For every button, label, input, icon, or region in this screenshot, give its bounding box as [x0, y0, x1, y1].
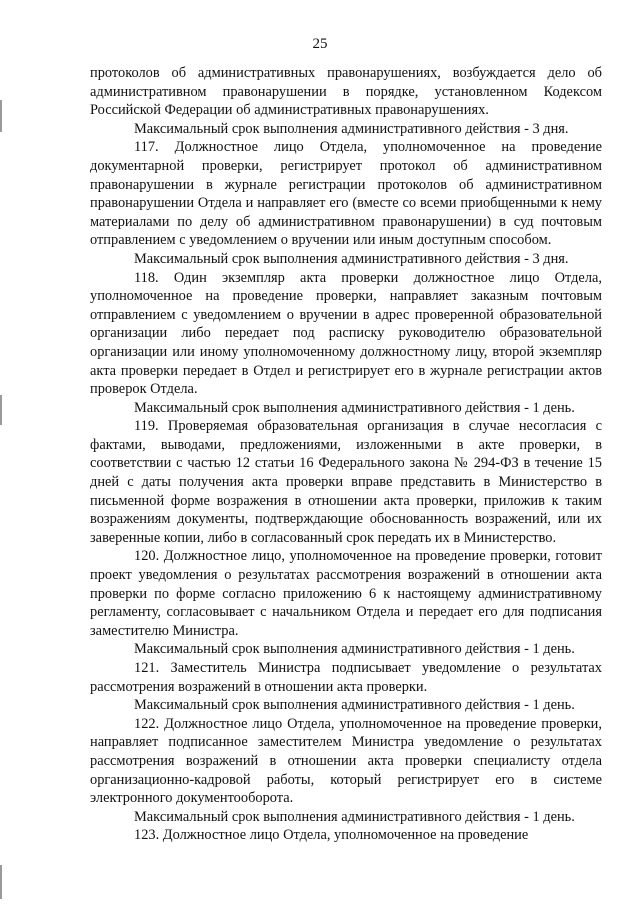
paragraph: протоколов об административных правонарушениях, возбуждается дело об административном правонарушении в порядке, установленном Кодексом Российской Федерации об административных правонарушениях. — [90, 65, 602, 119]
paragraph: Максимальный срок выполнения административного действия - 1 день. — [134, 808, 575, 825]
paragraph: 120. Должностное лицо, уполномоченное на проведение проверки, готовит проект уведомления о результатах рассмотрения возражений в отношении акта проверки по форме согласно приложению 6 к настоящему административному регламенту, согласовывает с начальником Отдела и передает его для подписания заместителю Министра. — [90, 548, 602, 639]
paragraph: 123. Должностное лицо Отдела, уполномоченное на проведение — [134, 827, 529, 844]
scan-edge-mark — [0, 865, 2, 899]
paragraph: 118. Один экземпляр акта проверки должностное лицо Отдела, уполномоченное на проведение проверки, направляет заказным почтовым отправлением с уведомлением о вручении в адрес проверенной образовательной организации либо передает под расписку руководителю образовательной организации или иному уполномоченному должностному лицу, второй экземпляр акта проверки передает в Отдел и регистрирует его в журнале регистрации актов проверок Отдела. — [90, 269, 602, 398]
paragraph: Максимальный срок выполнения административного действия - 3 дня. — [134, 120, 569, 137]
scan-edge-mark — [0, 100, 2, 132]
paragraph: Максимальный срок выполнения административного действия - 3 дня. — [134, 250, 569, 267]
document-body — [90, 64, 602, 845]
scan-edge-mark — [0, 395, 2, 425]
paragraph: Максимальный срок выполнения административного действия - 1 день. — [134, 399, 575, 416]
paragraph: 117. Должностное лицо Отдела, уполномоченное на проведение документарной проверки, регистрирует протокол об административном правонарушении в журнале регистрации протоколов об административном правонарушении Отдела и направляет его (вместе со всеми приобщенными к нему материалами по делу об административном правонарушении) в суд почтовым отправлением с уведомлением о вручении или иным доступным способом. — [90, 139, 602, 249]
paragraph: Максимальный срок выполнения административного действия - 1 день. — [134, 697, 575, 714]
paragraph: 121. Заместитель Министра подписывает уведомление о результатах рассмотрения возражений в отношении акта проверки. — [90, 660, 602, 695]
paragraph: Максимальный срок выполнения административного действия - 1 день. — [134, 641, 575, 658]
paragraph: 119. Проверяемая образовательная организация в случае несогласия с фактами, выводами, предложениями, изложенными в акте проверки, в соответствии с частью 12 статьи 16 Федерального закона № 294-ФЗ в течение 15 дней с даты получения акта проверки вправе представить в Министерство в письменной форме возражения в отношении акта проверки, приложив к таким возражениям документы, подтверждающие обоснованность возражений, или их заверенные копии, либо в согласованный срок передать их в Министерство. — [90, 418, 602, 546]
page-number: 25 — [312, 36, 328, 52]
paragraph: 122. Должностное лицо Отдела, уполномоченное на проведение проверки, направляет подписанное заместителем Министра уведомление о результатах рассмотрения возражений в отношении акта проверки специалисту отдела организационно-кадровой работы, который регистрирует его в системе электронного документооборота. — [90, 715, 602, 807]
